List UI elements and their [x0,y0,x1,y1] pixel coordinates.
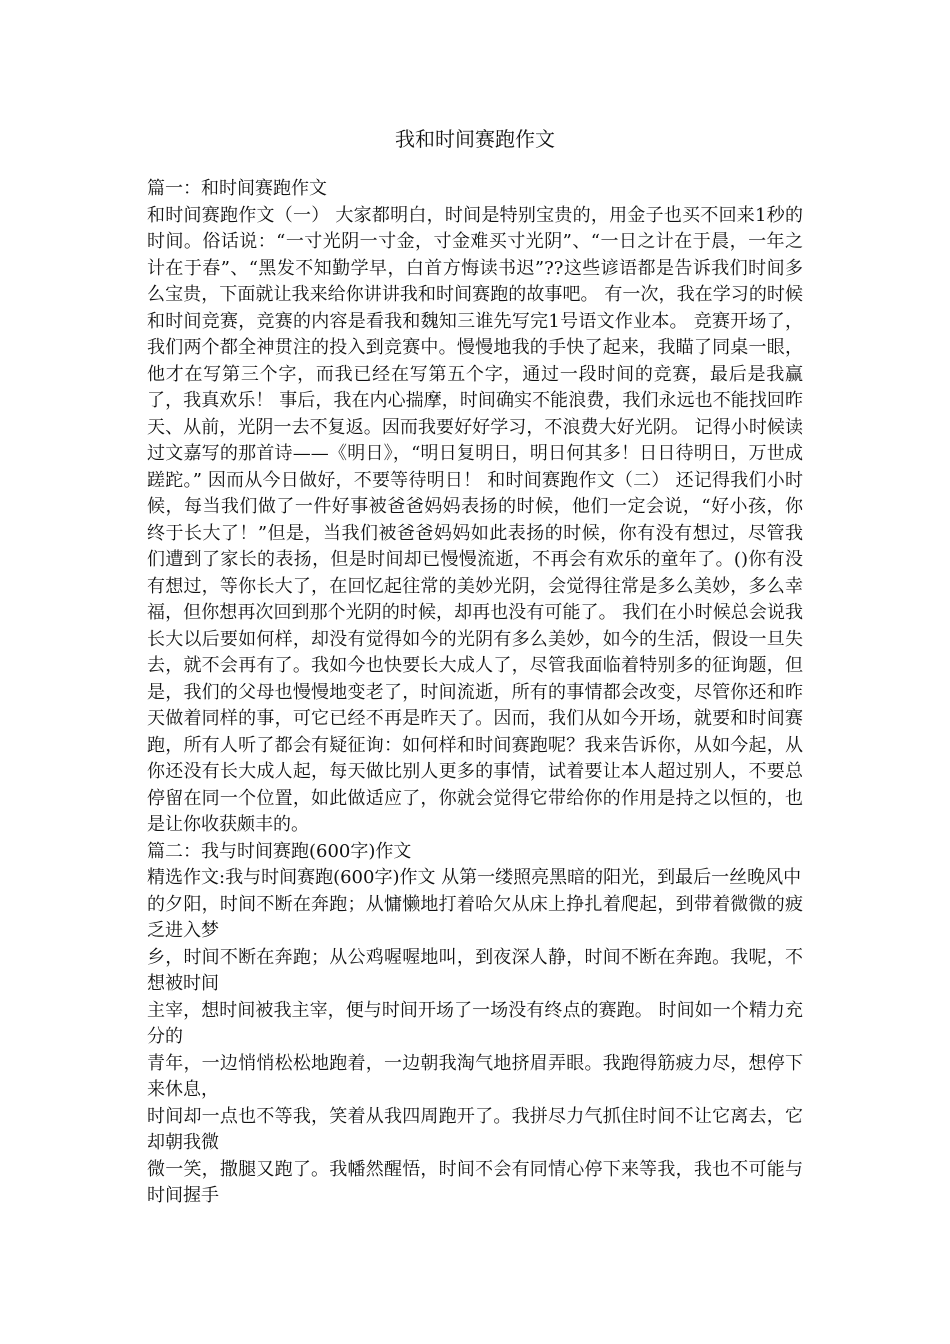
section1-heading: 篇一：和时间赛跑作文 [147,178,327,199]
section2-line: 精选作文:我与时间赛跑(600字)作文 从第一缕照亮黑暗的阳光，到最后一丝晚风中 [147,867,802,888]
section2-line: 微一笑，撒腿又跑了。我幡然醒悟，时间不会有同情心停下来等我，我也不可能与时间握手 [147,1158,803,1206]
section2-heading: 篇二：我与时间赛跑(600字)作文 [147,840,412,862]
document-body [147,176,803,1210]
section2-line: 的夕阳，时间不断在奔跑；从慵懒地打着哈欠从床上挣扎着爬起，到带着微微的疲乏进入梦 [147,893,803,941]
section1-paragraph: 和时间赛跑作文（一） 大家都明白，时间是特别宝贵的，用金子也买不回来1秒的时间。俗话说：“一寸光阴一寸金，寸金难买寸光阴”、“一日之计在于晨，一年之计在于春”、“黑发不知勤学早，白首方悔读书迟”??这些谚语都是告诉我们时间多么宝贵，下面就让我来给你讲讲我和时间赛跑的故事吧。 有一次，我在学习的时候和时间竞赛，竞赛的内容是看我和魏知三谁先写完1号语文作业本。 竞赛开场了，我们两个都全神贯注的投入到竞赛中。慢慢地我的手快了起来，我瞄了同桌一眼，他才在写第三个字，而我已经在写第五个字，通过一段时间的竞赛，最后是我赢了，我真欢乐！ 事后，我在内心揣摩，时间确实不能浪费，我们永远也不能找回昨天、从前，光阴一去不复返。因而我要好好学习，不浪费大好光阴。 记得小时候读过文嘉写的那首诗——《明日》，“明日复明日，明日何其多！日日待明日，万世成蹉跎。” 因而从今日做好，不要等待明日！ 和时间赛跑作文（二） 还记得我们小时候，每当我们做了一件好事被爸爸妈妈表扬的时候，他们一定会说，“好小孩，你终于长大了！”但是，当我们被爸爸妈妈如此表扬的时候，你有没有想过，尽管我们遭到了家长的表扬，但是时间却已慢慢流逝，不再会有欢乐的童年了。()你有没有想过，等你长大了，在回忆起往常的美妙光阴，会觉得往常是多么美妙，多么幸福，但你想再次回到那个光阴的时候，却再也没有可能了。 我们在小时候总会说我长大以后要如何样，却没有觉得如今的光阴有多么美妙，如今的生活，假设一旦失去，就不会再有了。我如今也快要长大成人了，尽管我面临着特别多的征询题，但是，我们的父母也慢慢地变老了，时间流逝，所有的事情都会改变，尽管你还和昨天做着同样的事，可它已经不再是昨天了。因而，我们从如今开场，就要和时间赛跑，所有人听了都会有疑征询：如何样和时间赛跑呢？我来告诉你，从如今起，从你还没有长大成人起，每天做比别人更多的事情，试着要让本人超过别人，不要总停留在同一个位置，如此做适应了，你就会觉得它带给你的作用是持之以恒的，也是让你收获颇丰的。 [147,204,803,835]
section2-line: 乡，时间不断在奔跑；从公鸡喔喔地叫，到夜深人静，时间不断在奔跑。我呢，不想被时间 [147,946,803,994]
section2-line: 时间却一点也不等我，笑着从我四周跑开了。我拼尽力气抓住时间不让它离去，它却朝我微 [147,1105,803,1153]
section2-line: 青年，一边悄悄松松地跑着，一边朝我淘气地挤眉弄眼。我跑得筋疲力尽，想停下来休息， [147,1052,803,1100]
section2-line: 主宰，想时间被我主宰，便与时间开场了一场没有终点的赛跑。 时间如一个精力充分的 [147,999,803,1047]
document-title: 我和时间赛跑作文 [395,127,555,151]
